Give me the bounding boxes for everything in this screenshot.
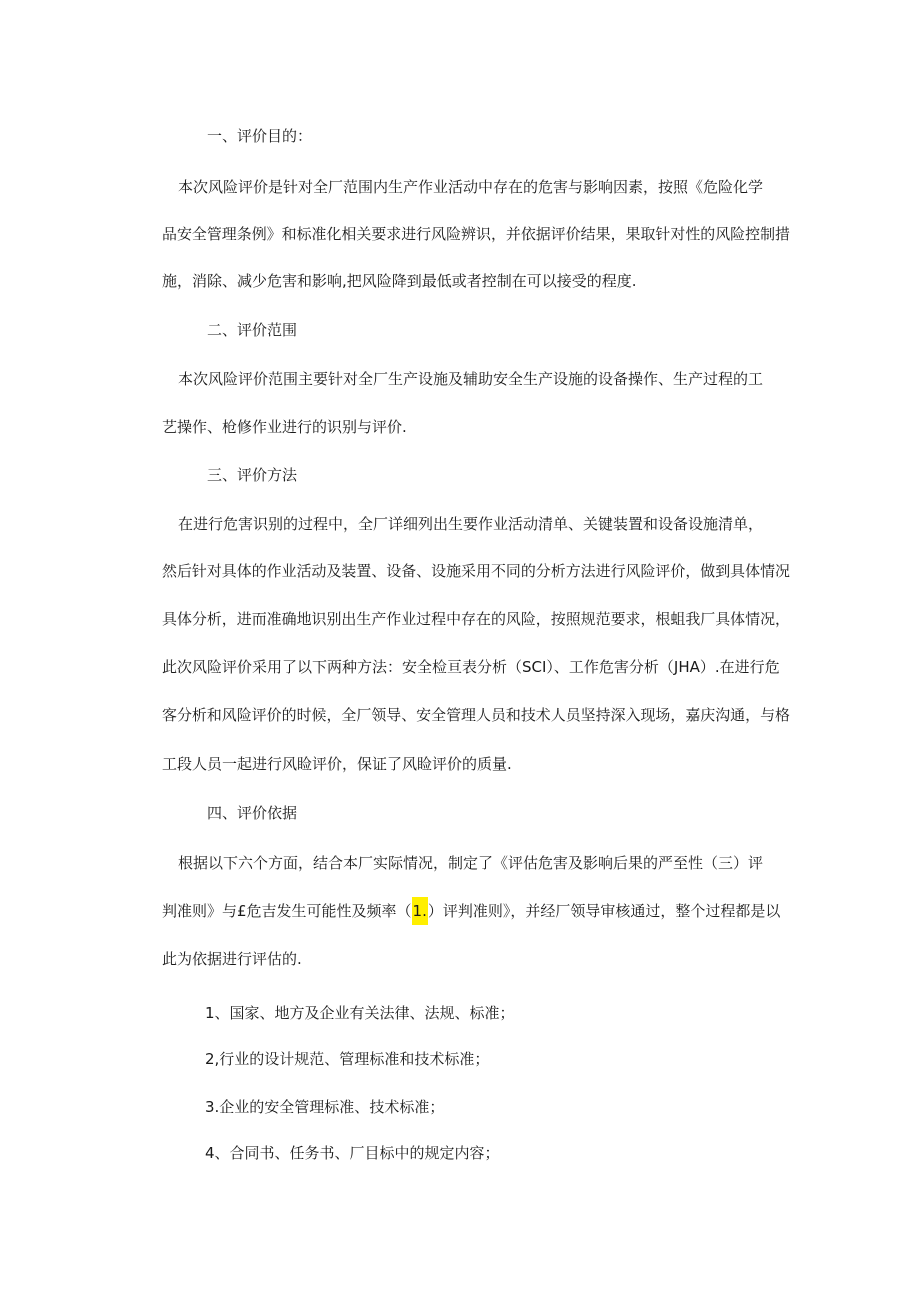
list-item: 4、合同书、任务书、厂目标中的规定内容； <box>205 1144 500 1162</box>
paragraph-line: 此为依据进行评估的. <box>162 950 302 968</box>
paragraph-line: 在进行危害识别的过程中，全厂详细列出生要作业活动清单、关键装置和设备设施清单， <box>178 515 764 533</box>
paragraph-line <box>162 901 780 921</box>
list-item: 1、国家、地方及企业有关法律、法规、标准； <box>205 1004 515 1022</box>
paragraph-line: 本次风险评价是针对全厂范围内生产作业活动中存在的危害与影响因素，按照《危险化学 <box>178 178 764 196</box>
paragraph-line: 具体分析，进而准确地识别出生产作业过程中存在的风险，按照规范要求，根蛆我厂具体情况， <box>162 610 790 628</box>
paragraph-line: 品安全管理条例》和标准化相关要求进行风险辨识，并依据评价结果，果取针对性的风险控制措 <box>162 225 790 243</box>
paragraph-line: 施，消除、减少危害和影响,把风险降到最低或者控制在可以接受的程度. <box>162 272 637 290</box>
section-heading-scope: 二、评价范围 <box>207 321 298 339</box>
list-item: 3.企业的安全管理标准、技术标准； <box>205 1098 445 1116</box>
paragraph-line: 此次风险评价采用了以下两种方法：安全检亘表分析（SCI）、工作危害分析（JHA）.在进行危 <box>162 658 780 676</box>
paragraph-line: 然后针对具体的作业活动及装置、设备、设施采用不同的分析方法进行风险评价，做到具体情况 <box>162 562 790 580</box>
highlighted-text: 1. <box>412 897 428 925</box>
paragraph-line: 艺操作、枪修作业进行的识别与评价. <box>162 418 407 436</box>
text-segment: 判准则》与£危吉发生可能性及频率（ <box>162 902 412 920</box>
section-heading-basis: 四、评价依据 <box>207 804 298 822</box>
paragraph-line: 工段人员一起进行风睑评价，保证了风睑评价的质量. <box>162 755 512 773</box>
paragraph-line: 根据以下六个方面，结合本厂实际情况，制定了《评估危害及影响后果的严至性（三）评 <box>178 854 764 872</box>
section-heading-purpose: 一、评价目的： <box>207 127 313 145</box>
list-item: 2,行业的设计规范、管理标准和技术标准； <box>205 1050 490 1068</box>
paragraph-line: 本次风险评价范围主要针对全厂生产设施及辅助安全生产设施的设备操作、生产过程的工 <box>178 370 764 388</box>
section-heading-method: 三、评价方法 <box>207 466 298 484</box>
text-segment: ）评判准则》，并经厂领导审核通过，整个过程都是以 <box>427 902 781 920</box>
paragraph-line: 客分析和风险评价的时候，全厂领导、安全管理人员和技术人员坚持深入现场，嘉庆沟通，与格 <box>162 706 790 724</box>
